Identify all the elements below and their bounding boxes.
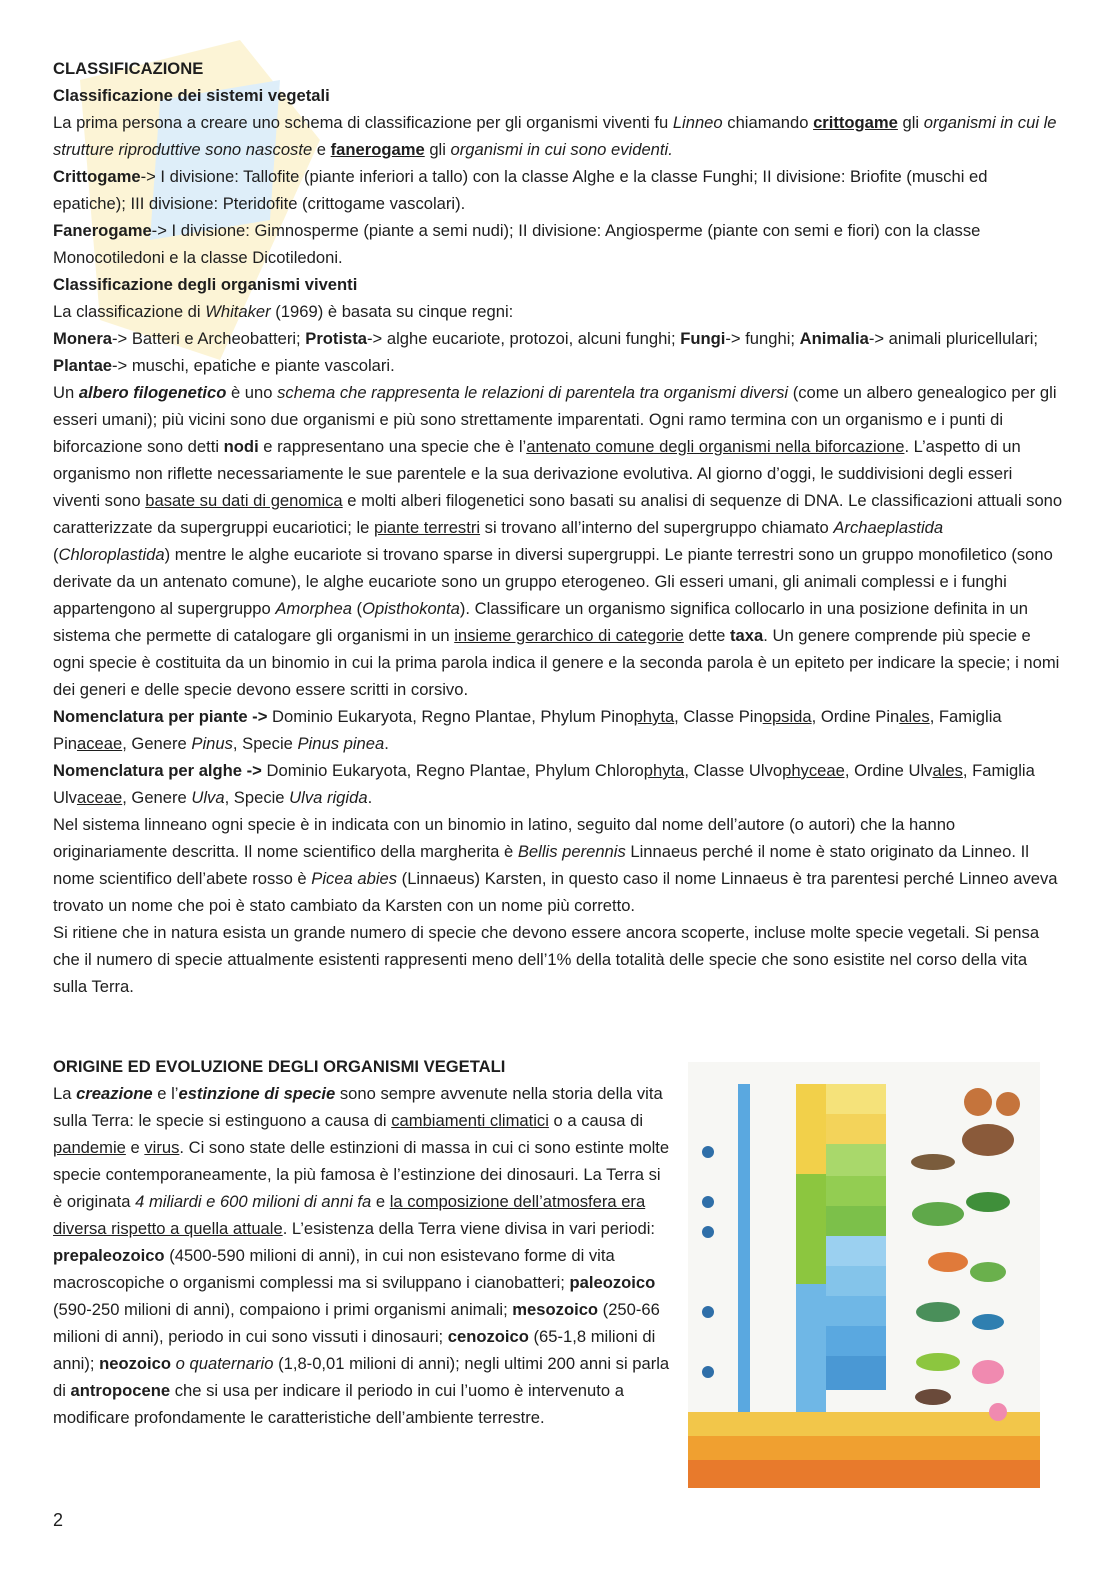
paragraph-fanerogame — [53, 217, 1063, 271]
text-run: . L’esistenza della Terra viene divisa in vari periodi: — [282, 1219, 656, 1238]
text-run: . — [367, 788, 373, 807]
text-run: e l’ — [152, 1084, 179, 1103]
text-run: , Genere — [122, 734, 192, 753]
text-run: Animalia — [799, 329, 869, 348]
text-run: Linneo — [672, 113, 723, 132]
text-run: Ordine Ulv — [849, 761, 933, 780]
text-run: dette — [683, 626, 731, 645]
text-run: Opisthokonta — [362, 599, 460, 618]
text-run: Ulva — [191, 788, 225, 807]
text-run: sono sempre avvenute nella storia della vita sulla Terra: le specie si estinguono a causa di — [53, 1084, 663, 1130]
text-run: opsida — [762, 707, 812, 726]
text-run: taxa — [730, 626, 764, 645]
text-run: -> funghi; — [725, 329, 800, 348]
text-run: cenozoico — [447, 1327, 529, 1346]
text-run: aceae — [76, 734, 123, 753]
geologic-timeline-figure — [688, 1062, 1040, 1488]
text-run: Pinus pinea — [297, 734, 385, 753]
text-run: è uno — [226, 383, 278, 402]
text-run: e — [125, 1138, 145, 1157]
text-run: , Classe Pin — [674, 707, 763, 726]
text-run: organismi in cui le strutture riproduttive sono nascoste — [53, 113, 1057, 159]
text-run: -> I divisione: Tallofite (piante inferiori a tallo) con la classe Alghe e la classe Funghi; II divisione: Briofite (muschi ed epatiche); III divisione: Pteridofite (crittogame vascolari). — [53, 167, 988, 213]
text-run: (1969) è basata su cinque regni: — [270, 302, 514, 321]
text-run: creazione — [76, 1084, 153, 1103]
text-run: -> Batteri e Archeobatteri; — [112, 329, 306, 348]
text-run: Un — [53, 383, 79, 402]
paragraph-nomenclatura-alghe — [53, 757, 1063, 811]
text-run: organismi in cui sono evidenti. — [450, 140, 673, 159]
text-run: (250-66 milioni di anni), periodo in cui sono vissuti i dinosauri; — [53, 1300, 660, 1346]
text-run: Ulva rigida — [289, 788, 368, 807]
text-run: ales — [899, 707, 930, 726]
geologic-timeline-illustration — [688, 1062, 1040, 1488]
text-run: ) mentre le alghe eucariote si trovano sparse in diversi supergruppi. Le piante terrestri sono un gruppo monofiletico (sono derivate da un antenato comune), le alghe eucariote sono un gruppo eterogeneo. Gli esseri umani, gli animali complessi e i funghi appartengono al supergruppo — [53, 545, 1053, 618]
text-run: La — [53, 1084, 77, 1103]
text-run: Fanerogame — [53, 221, 152, 240]
text-run: ). Classificare un organismo significa collocarlo in una posizione definita in un sistema che permette di catalogare gli organismi in un — [53, 599, 1029, 645]
paragraph-whitaker — [53, 298, 1063, 325]
subheading-organismi-viventi: Classificazione degli organismi viventi — [53, 275, 358, 294]
text-run: Si ritiene che in natura esista un grande numero di specie che devono essere ancora scoperte, incluse molte specie vegetali. Si pensa che il numero di specie attualmente esistenti rappresenti meno dell’1% della totalità delle specie che sono esistite nel corso della vita sulla Terra. — [53, 923, 1040, 996]
heading-origine-evoluzione: ORIGINE ED EVOLUZIONE DEGLI ORGANISMI VEGETALI — [53, 1057, 506, 1076]
text-run: che si usa per indicare il periodo in cui l’uomo è intervenuto a modificare profondamente le caratteristiche dell’ambiente terrestre. — [53, 1381, 624, 1427]
text-run: fanerogame — [330, 140, 425, 159]
text-run: , Specie — [224, 788, 290, 807]
paragraph-nomenclatura-piante — [53, 703, 1063, 757]
text-run: Chloroplastida — [58, 545, 165, 564]
text-run: . — [384, 734, 389, 753]
text-run: paleozoico — [569, 1273, 656, 1292]
text-run: (1,8-0,01 milioni di anni); negli ultimi 200 anni si parla di — [53, 1354, 670, 1400]
text-run: ales — [932, 761, 963, 780]
text-run: gli — [424, 140, 451, 159]
origin-section — [53, 1053, 673, 1431]
text-run: -> I divisione: Gimnosperme (piante a semi nudi); II divisione: Angiosperme (piante con semi e fiori) con la classe Monocotiledoni e la classe Dicotiledoni. — [53, 221, 981, 267]
text-run: (65-1,8 milioni di anni); — [53, 1327, 656, 1373]
text-run: (590-250 milioni di anni), compaiono i primi organismi animali; — [53, 1300, 513, 1319]
text-run: , Famiglia Ulv — [53, 761, 1035, 807]
text-run: neozoico — [99, 1354, 172, 1373]
text-run: estinzione di specie — [178, 1084, 336, 1103]
text-run: pandemie — [53, 1138, 126, 1157]
text-run: gli — [897, 113, 924, 132]
text-run: La classificazione di — [53, 302, 206, 321]
text-run: nodi — [223, 437, 259, 456]
text-run: Amorphea — [275, 599, 352, 618]
text-run: antenato comune degli organismi nella biforcazione — [526, 437, 905, 456]
subheading-sistemi-vegetali: Classificazione dei sistemi vegetali — [53, 86, 330, 105]
text-run: aceae — [76, 788, 123, 807]
text-run: La prima persona a creare uno schema di classificazione per gli organismi viventi fu — [53, 113, 673, 132]
text-run: phyta — [633, 707, 675, 726]
text-run: e rappresentano una specie che è l’ — [258, 437, 527, 456]
text-run: , Specie — [232, 734, 298, 753]
text-run: prepaleozoico — [53, 1246, 165, 1265]
text-run: Plantae — [53, 356, 113, 375]
text-run: e — [371, 1192, 390, 1211]
text-run: antropocene — [70, 1381, 171, 1400]
heading-classificazione: CLASSIFICAZIONE — [53, 59, 204, 78]
text-run: Pinus — [191, 734, 233, 753]
text-run: Picea abies — [311, 869, 398, 888]
paragraph-crittogame — [53, 163, 1063, 217]
text-run: Monera — [53, 329, 113, 348]
text-run: virus — [144, 1138, 180, 1157]
text-run: . Ci sono state delle estinzioni di massa in cui ci sono estinte molte specie contemporaneamente, la più famosa è l’estinzione dei dinosauri. La Terra si è originata — [53, 1138, 670, 1211]
text-run: o a causa di — [548, 1111, 643, 1130]
text-run: Whitaker — [205, 302, 271, 321]
paragraph-five-kingdoms — [53, 325, 1063, 379]
text-run: mesozoico — [512, 1300, 599, 1319]
text-run: , Genere — [122, 788, 192, 807]
text-run: Protista — [305, 329, 368, 348]
text-run: . L’aspetto di un organismo non riflette necessariamente le sue parentele e la sua derivazione evolutiva. Al giorno d’oggi, le suddivisioni degli esseri viventi sono — [53, 437, 1021, 510]
paragraph-sistema-linneano — [53, 811, 1063, 919]
text-run: schema che rappresenta le relazioni di parentela tra organismi diversi — [277, 383, 789, 402]
paragraph-linneo — [53, 109, 1063, 163]
text-run: (come un albero genealogico per gli esseri umani); più vicini sono due organismi e più sono strettamente imparentati. Ogni ramo termina con un organismo e i punti di biforcazione sono detti — [53, 383, 1057, 456]
page-number: 2 — [53, 1510, 64, 1530]
text-run: . Un genere comprende più specie e ogni specie è costituita da un binomio in cui la prima parola indica il genere e la seconda parola è un epiteto per indicare la specie; i nomi dei generi e delle specie devono essere scritti in corsivo. — [53, 626, 1060, 699]
text-run: Archaeplastida — [833, 518, 944, 537]
paragraph-estinzione — [53, 1080, 673, 1431]
text-run: chiamando — [722, 113, 814, 132]
text-run: Nomenclatura per alghe -> — [53, 761, 262, 780]
text-run: basate su dati di genomica — [145, 491, 343, 510]
text-run: 4 miliardi e 600 milioni di anni fa — [135, 1192, 372, 1211]
text-run: insieme gerarchico di categorie — [454, 626, 684, 645]
text-run: piante terrestri — [373, 518, 481, 537]
text-run: Dominio Eukaryota, Regno Plantae, Phylum Pino — [267, 707, 634, 726]
paragraph-specie-scoperte — [53, 919, 1063, 1000]
text-run: Fungi — [680, 329, 726, 348]
text-run: o quaternario — [175, 1354, 274, 1373]
text-run: ( — [351, 599, 363, 618]
text-run: -> alghe eucariote, protozoi, alcuni funghi; — [367, 329, 681, 348]
classification-section — [53, 55, 1063, 1000]
text-run: cambiamenti climatici — [391, 1111, 549, 1130]
text-run: Classe Ulvo — [688, 761, 783, 780]
text-run: Nomenclatura per piante -> — [53, 707, 268, 726]
text-run: la composizione dell’atmosfera era diversa rispetto a quella attuale — [53, 1192, 646, 1238]
text-run: -> muschi, epatiche e piante vascolari. — [112, 356, 395, 375]
text-run: e — [312, 140, 331, 159]
text-run: Dominio Eukaryota, Regno Plantae, Phylum Chloro — [261, 761, 644, 780]
text-run: ( — [53, 545, 59, 564]
text-run: e molti alberi filogenetici sono basati su analisi di sequenze di DNA. Le classificazioni attuali sono caratterizzate da supergruppi eucariotici; le — [53, 491, 1063, 537]
text-run: crittogame — [813, 113, 898, 132]
text-run: Nel sistema linneano ogni specie è in indicata con un binomio in latino, seguito dal nome dell’autore (o autori) che la hanno originariamente descritta. Il nome scientifico della margherita è — [53, 815, 956, 861]
text-run: Linnaeus perché il nome è stato originato da Linneo. Il nome scientifico dell’abete rosso è — [53, 842, 1029, 888]
text-run: , Ordine Pin — [811, 707, 900, 726]
text-run: Bellis perennis — [517, 842, 626, 861]
text-run: (Linnaeus) Karsten, in questo caso il nome Linnaeus è tra parentesi perché Linneo aveva trovato un nome che poi è stato cambiato da Karsten con un nome più corretto. — [53, 869, 1058, 915]
text-run: (4500-590 milioni di anni), in cui non esistevano forme di vita macroscopiche o organismi complessi ma si sviluppano i cianobatteri; — [53, 1246, 615, 1292]
text-run: , Famiglia Pin — [53, 707, 1002, 753]
text-run: albero filogenetico — [78, 383, 227, 402]
text-run: phyta, — [643, 761, 689, 780]
text-run: -> animali pluricellulari; — [868, 329, 1039, 348]
text-run: si trovano all’interno del supergruppo chiamato — [480, 518, 834, 537]
paragraph-albero-filogenetico — [53, 379, 1063, 703]
text-run: phyceae, — [782, 761, 850, 780]
text-run: Crittogame — [53, 167, 141, 186]
